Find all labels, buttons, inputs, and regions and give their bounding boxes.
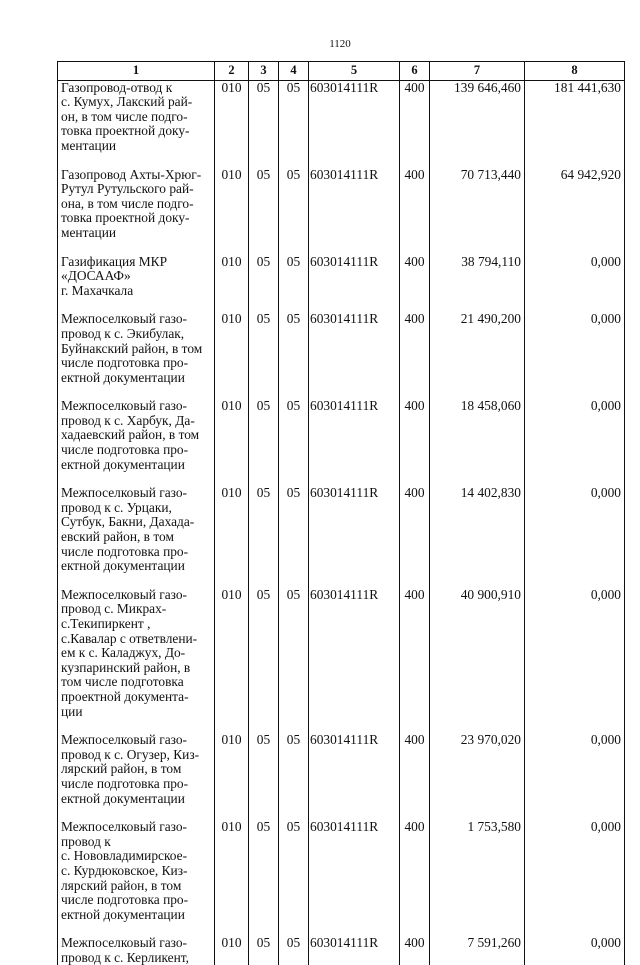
section-code-cell: 05 xyxy=(249,588,279,719)
spacer-cell xyxy=(58,922,215,936)
subsection-code-cell: 05 xyxy=(279,168,309,241)
ministry-code-cell: 010 xyxy=(215,312,249,385)
spacer-cell xyxy=(279,241,309,255)
ministry-code-cell: 010 xyxy=(215,255,249,299)
expense-type-cell: 400 xyxy=(400,80,430,153)
section-code-cell: 05 xyxy=(249,80,279,153)
object-name-line: провод к с. Урцаки, xyxy=(61,499,172,515)
spacer-cell xyxy=(215,806,249,820)
ministry-code-cell: 010 xyxy=(215,588,249,719)
spacer-cell xyxy=(309,922,400,936)
object-name-line: Межпоселковый газо- xyxy=(61,819,188,835)
object-name-line: Газификация МКР xyxy=(61,253,168,269)
object-name-line: Межпоселковый газо- xyxy=(61,311,188,327)
subsection-code-cell: 05 xyxy=(279,399,309,472)
table-row xyxy=(58,820,625,922)
table-row xyxy=(58,80,625,153)
row-spacer xyxy=(58,298,625,312)
ministry-code-cell: 010 xyxy=(215,399,249,472)
amount-year-2-cell: 0,000 xyxy=(525,820,625,922)
spacer-cell xyxy=(249,922,279,936)
subsection-code-cell: 05 xyxy=(279,733,309,806)
table-row xyxy=(58,168,625,241)
object-name-line: Межпоселковый газо- xyxy=(61,398,188,414)
column-header-2: 2 xyxy=(215,62,249,81)
header-row xyxy=(58,62,625,81)
amount-year-2-cell: 0,000 xyxy=(525,733,625,806)
spacer-cell xyxy=(249,241,279,255)
object-name-line: ектной документации xyxy=(61,790,185,806)
spacer-cell xyxy=(309,472,400,486)
object-name-line: Сутбук, Бакни, Дахада- xyxy=(61,514,195,530)
expense-type-cell: 400 xyxy=(400,168,430,241)
object-name-line: с. Курдюковское, Киз- xyxy=(61,862,188,878)
amount-year-1-cell: 18 458,060 xyxy=(430,399,525,472)
expense-type-cell: 400 xyxy=(400,588,430,719)
object-name-line: Буйнакский район, в том xyxy=(61,340,203,356)
object-name-cell xyxy=(58,733,215,806)
spacer-cell xyxy=(430,154,525,168)
spacer-cell xyxy=(309,154,400,168)
spacer-cell xyxy=(58,241,215,255)
subsection-code-cell: 05 xyxy=(279,255,309,299)
spacer-cell xyxy=(279,574,309,588)
spacer-cell xyxy=(249,574,279,588)
spacer-cell xyxy=(215,241,249,255)
spacer-cell xyxy=(249,806,279,820)
subsection-code-cell: 05 xyxy=(279,312,309,385)
ministry-code-cell: 010 xyxy=(215,936,249,965)
spacer-cell xyxy=(430,719,525,733)
spacer-cell xyxy=(215,154,249,168)
spacer-cell xyxy=(279,298,309,312)
expense-type-cell: 400 xyxy=(400,255,430,299)
object-name-line: «ДОСААФ» xyxy=(61,268,131,284)
ministry-code-cell: 010 xyxy=(215,168,249,241)
expense-type-cell: 400 xyxy=(400,733,430,806)
spacer-cell xyxy=(58,385,215,399)
spacer-cell xyxy=(400,154,430,168)
column-header-1: 1 xyxy=(58,62,215,81)
spacer-cell xyxy=(279,719,309,733)
row-spacer xyxy=(58,574,625,588)
object-name-line: числе подготовка про- xyxy=(61,892,189,908)
target-article-cell: 603014111R xyxy=(309,80,400,153)
spacer-cell xyxy=(525,574,625,588)
object-name-line: евский район, в том xyxy=(61,529,174,545)
target-article-cell: 603014111R xyxy=(309,936,400,965)
section-code-cell: 05 xyxy=(249,820,279,922)
spacer-cell xyxy=(309,574,400,588)
object-name-line: г. Махачкала xyxy=(61,282,134,298)
object-name-line: лярский район, в том xyxy=(61,761,182,777)
amount-year-1-cell: 38 794,110 xyxy=(430,255,525,299)
spacer-cell xyxy=(430,385,525,399)
amount-year-2-cell: 0,000 xyxy=(525,486,625,574)
object-name-line: Межпоселковый газо- xyxy=(61,586,188,602)
target-article-cell: 603014111R xyxy=(309,312,400,385)
object-name-cell xyxy=(58,936,215,965)
ministry-code-cell: 010 xyxy=(215,80,249,153)
object-name-line: лярский район, в том xyxy=(61,877,182,893)
spacer-cell xyxy=(215,719,249,733)
subsection-code-cell: 05 xyxy=(279,486,309,574)
object-name-line: провод к с. Экибулак, xyxy=(61,325,185,341)
table-row xyxy=(58,588,625,719)
object-name-line: Межпоселковый газо- xyxy=(61,732,188,748)
spacer-cell xyxy=(279,154,309,168)
amount-year-2-cell: 181 441,630 xyxy=(525,80,625,153)
object-name-line: провод с. Микрах- xyxy=(61,601,167,617)
object-name-line: ментации xyxy=(61,224,117,240)
object-name-line: кузпаринский район, в xyxy=(61,659,191,675)
object-name-line: Газопровод Ахты-Хрюг- xyxy=(61,166,202,182)
spacer-cell xyxy=(58,298,215,312)
amount-year-2-cell: 0,000 xyxy=(525,399,625,472)
subsection-code-cell: 05 xyxy=(279,80,309,153)
spacer-cell xyxy=(400,719,430,733)
spacer-cell xyxy=(430,806,525,820)
object-name-line: ментации xyxy=(61,137,117,153)
spacer-cell xyxy=(215,922,249,936)
spacer-cell xyxy=(309,241,400,255)
spacer-cell xyxy=(400,298,430,312)
object-name-line: провод к с. Огузер, Киз- xyxy=(61,746,200,762)
section-code-cell: 05 xyxy=(249,168,279,241)
spacer-cell xyxy=(525,806,625,820)
spacer-cell xyxy=(279,472,309,486)
ministry-code-cell: 010 xyxy=(215,486,249,574)
object-name-cell xyxy=(58,312,215,385)
row-spacer xyxy=(58,719,625,733)
subsection-code-cell: 05 xyxy=(279,936,309,965)
row-spacer xyxy=(58,472,625,486)
spacer-cell xyxy=(249,154,279,168)
spacer-cell xyxy=(309,385,400,399)
row-spacer xyxy=(58,241,625,255)
spacer-cell xyxy=(249,472,279,486)
target-article-cell: 603014111R xyxy=(309,168,400,241)
object-name-line: Рутул Рутульского рай- xyxy=(61,181,194,197)
amount-year-2-cell: 64 942,920 xyxy=(525,168,625,241)
section-code-cell: 05 xyxy=(249,399,279,472)
spacer-cell xyxy=(400,385,430,399)
section-code-cell: 05 xyxy=(249,312,279,385)
object-name-line: числе подготовка про- xyxy=(61,442,189,458)
subsection-code-cell: 05 xyxy=(279,588,309,719)
spacer-cell xyxy=(430,574,525,588)
section-code-cell: 05 xyxy=(249,255,279,299)
object-name-line: хадаевский район, в том xyxy=(61,427,200,443)
target-article-cell: 603014111R xyxy=(309,486,400,574)
amount-year-1-cell: 40 900,910 xyxy=(430,588,525,719)
object-name-line: ектной документации xyxy=(61,558,185,574)
spacer-cell xyxy=(249,719,279,733)
object-name-line: Газопровод-отвод к xyxy=(61,79,173,95)
spacer-cell xyxy=(400,922,430,936)
column-header-3: 3 xyxy=(249,62,279,81)
amount-year-2-cell: 0,000 xyxy=(525,312,625,385)
spacer-cell xyxy=(215,385,249,399)
section-code-cell: 05 xyxy=(249,733,279,806)
target-article-cell: 603014111R xyxy=(309,399,400,472)
section-code-cell: 05 xyxy=(249,936,279,965)
spacer-cell xyxy=(249,298,279,312)
spacer-cell xyxy=(215,574,249,588)
amount-year-1-cell: 70 713,440 xyxy=(430,168,525,241)
target-article-cell: 603014111R xyxy=(309,255,400,299)
spacer-cell xyxy=(279,385,309,399)
table-row xyxy=(58,399,625,472)
object-name-line: числе подготовка про- xyxy=(61,775,189,791)
ministry-code-cell: 010 xyxy=(215,820,249,922)
object-name-line: товка проектной доку- xyxy=(61,210,190,226)
object-name-line: он, в том числе подго- xyxy=(61,108,188,124)
spacer-cell xyxy=(400,472,430,486)
table-row xyxy=(58,312,625,385)
expense-type-cell: 400 xyxy=(400,820,430,922)
spacer-cell xyxy=(58,472,215,486)
amount-year-2-cell: 0,000 xyxy=(525,255,625,299)
spacer-cell xyxy=(215,472,249,486)
object-name-line: ем к с. Каладжух, До- xyxy=(61,645,186,661)
spacer-cell xyxy=(279,922,309,936)
amount-year-2-cell: 0,000 xyxy=(525,588,625,719)
target-article-cell: 603014111R xyxy=(309,820,400,922)
expense-type-cell: 400 xyxy=(400,399,430,472)
object-name-cell xyxy=(58,486,215,574)
expense-type-cell: 400 xyxy=(400,486,430,574)
column-header-6: 6 xyxy=(400,62,430,81)
object-name-line: Межпоселковый газо- xyxy=(61,485,188,501)
ministry-code-cell: 010 xyxy=(215,733,249,806)
object-name-line: с.Текипиркент , xyxy=(61,616,151,631)
spacer-cell xyxy=(430,922,525,936)
expense-type-cell: 400 xyxy=(400,312,430,385)
object-name-line: числе подготовка про- xyxy=(61,355,189,371)
amount-year-2-cell: 0,000 xyxy=(525,936,625,965)
row-spacer xyxy=(58,922,625,936)
column-header-4: 4 xyxy=(279,62,309,81)
spacer-cell xyxy=(400,806,430,820)
object-name-line: она, в том числе подго- xyxy=(61,195,194,211)
amount-year-1-cell: 14 402,830 xyxy=(430,486,525,574)
section-code-cell: 05 xyxy=(249,486,279,574)
object-name-cell xyxy=(58,255,215,299)
object-name-line: провод к с. Керликент, xyxy=(61,949,189,965)
spacer-cell xyxy=(215,298,249,312)
amount-year-1-cell: 21 490,200 xyxy=(430,312,525,385)
row-spacer xyxy=(58,806,625,820)
spacer-cell xyxy=(525,472,625,486)
object-name-cell xyxy=(58,820,215,922)
row-spacer xyxy=(58,154,625,168)
column-header-8: 8 xyxy=(525,62,625,81)
object-name-line: Межпоселковый газо- xyxy=(61,935,188,951)
object-name-line: числе подготовка про- xyxy=(61,543,189,559)
column-header-5: 5 xyxy=(309,62,400,81)
spacer-cell xyxy=(309,719,400,733)
amount-year-1-cell: 1 753,580 xyxy=(430,820,525,922)
spacer-cell xyxy=(58,154,215,168)
subsection-code-cell: 05 xyxy=(279,820,309,922)
page-number: 1120 xyxy=(329,38,351,50)
spacer-cell xyxy=(525,154,625,168)
spacer-cell xyxy=(279,806,309,820)
object-name-line: ектной документации xyxy=(61,906,185,922)
spacer-cell xyxy=(430,298,525,312)
spacer-cell xyxy=(58,806,215,820)
spacer-cell xyxy=(58,719,215,733)
object-name-cell xyxy=(58,168,215,241)
row-spacer xyxy=(58,385,625,399)
object-name-line: том числе подготовка xyxy=(61,674,184,690)
budget-table xyxy=(57,61,625,965)
spacer-cell xyxy=(430,241,525,255)
table-row xyxy=(58,255,625,299)
amount-year-1-cell: 7 591,260 xyxy=(430,936,525,965)
spacer-cell xyxy=(525,719,625,733)
spacer-cell xyxy=(309,806,400,820)
target-article-cell: 603014111R xyxy=(309,588,400,719)
spacer-cell xyxy=(525,298,625,312)
column-header-7: 7 xyxy=(430,62,525,81)
spacer-cell xyxy=(525,385,625,399)
spacer-cell xyxy=(525,922,625,936)
table-header xyxy=(58,62,625,81)
spacer-cell xyxy=(430,472,525,486)
expense-type-cell: 400 xyxy=(400,936,430,965)
object-name-cell xyxy=(58,588,215,719)
spacer-cell xyxy=(400,574,430,588)
amount-year-1-cell: 139 646,460 xyxy=(430,80,525,153)
object-name-line: провод к с. Харбук, Да- xyxy=(61,412,195,428)
object-name-line: проектной документа- xyxy=(61,688,189,704)
spacer-cell xyxy=(309,298,400,312)
object-name-line: ектной документации xyxy=(61,456,185,472)
object-name-cell xyxy=(58,399,215,472)
table-row xyxy=(58,936,625,965)
object-name-line: с. Нововладимирское- xyxy=(61,848,188,864)
target-article-cell: 603014111R xyxy=(309,733,400,806)
spacer-cell xyxy=(249,385,279,399)
object-name-line: с.Кавалар с ответвлени- xyxy=(61,630,198,646)
object-name-line: товка проектной доку- xyxy=(61,123,190,139)
spacer-cell xyxy=(525,241,625,255)
amount-year-1-cell: 23 970,020 xyxy=(430,733,525,806)
table-body xyxy=(58,80,625,965)
table-row xyxy=(58,733,625,806)
object-name-line: ектной документации xyxy=(61,369,185,385)
spacer-cell xyxy=(58,574,215,588)
object-name-line: с. Кумух, Лакский рай- xyxy=(61,94,193,110)
object-name-line: провод к xyxy=(61,833,111,849)
spacer-cell xyxy=(400,241,430,255)
table-row xyxy=(58,486,625,574)
object-name-line: ции xyxy=(61,703,83,719)
object-name-cell xyxy=(58,80,215,153)
